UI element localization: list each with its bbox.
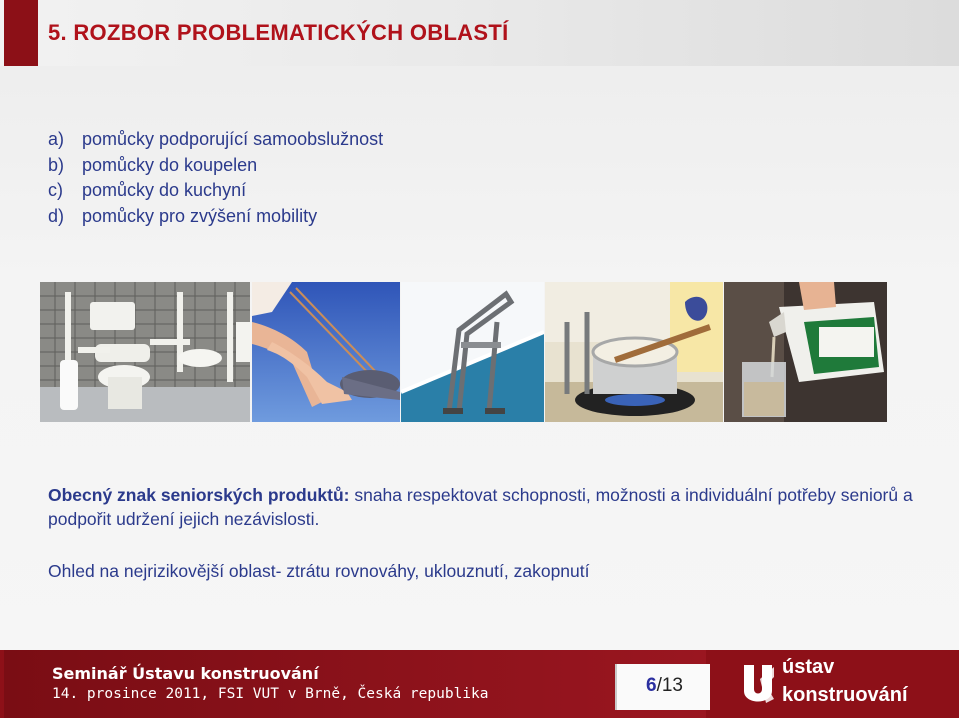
photo-strip [40,282,887,422]
list-item-text: pomůcky podporující samoobslužnost [82,129,384,149]
list-item-text: pomůcky do kuchyní [82,180,247,200]
list-marker: c) [48,180,63,200]
bathroom-grab-bars-photo [40,282,250,422]
list-item [48,179,383,205]
category-list [48,128,383,230]
logo-text-line2: konstruování [782,684,908,706]
logo-text-line1: ústav [782,656,835,678]
title-accent-bar [4,0,38,66]
title-band [0,0,959,66]
list-item [48,128,383,154]
footer-date-location: 14. prosince 2011, FSI VUT v Brně, Česká republika [52,686,489,702]
risk-area-paragraph: Ohled na nejrizikovější oblast- ztrátu rovnováhy, uklouznutí, zakopnutí [48,561,590,581]
list-marker: a) [48,129,65,149]
current-page: 6 [646,675,657,696]
list-marker: b) [48,154,65,175]
institute-logo [716,650,959,718]
total-pages: 13 [661,675,683,696]
footer-seminar-title: Seminář Ústavu konstruování [52,664,319,683]
general-trait-label: Obecný znak seniorských produktů: [48,485,350,505]
list-item-text: pomůcky do koupelen [82,154,258,175]
page-indicator [615,664,710,710]
page-separator: / [656,675,662,696]
bathtub-rail-photo [401,282,544,422]
general-trait-text: snaha respektovat schopnosti, možnosti a individuální potřeby seniorů a podpořit udržení jejich nezávislosti. [48,485,913,529]
page-number [617,675,712,697]
sock-aid-photo [252,282,400,422]
list-item [48,154,383,180]
saucepan-holder-photo [545,282,723,422]
page-title: 5. ROZBOR PROBLEMATICKÝCH OBLASTÍ [48,20,509,45]
general-trait-paragraph [48,483,928,531]
list-marker: d) [48,205,65,226]
footer [0,650,959,718]
footer-info-band [4,650,706,718]
list-item [48,205,383,231]
bottle-pourer-photo [724,282,887,422]
uk-logo-icon [740,659,776,709]
list-item-text: pomůcky pro zvýšení mobility [82,205,318,226]
